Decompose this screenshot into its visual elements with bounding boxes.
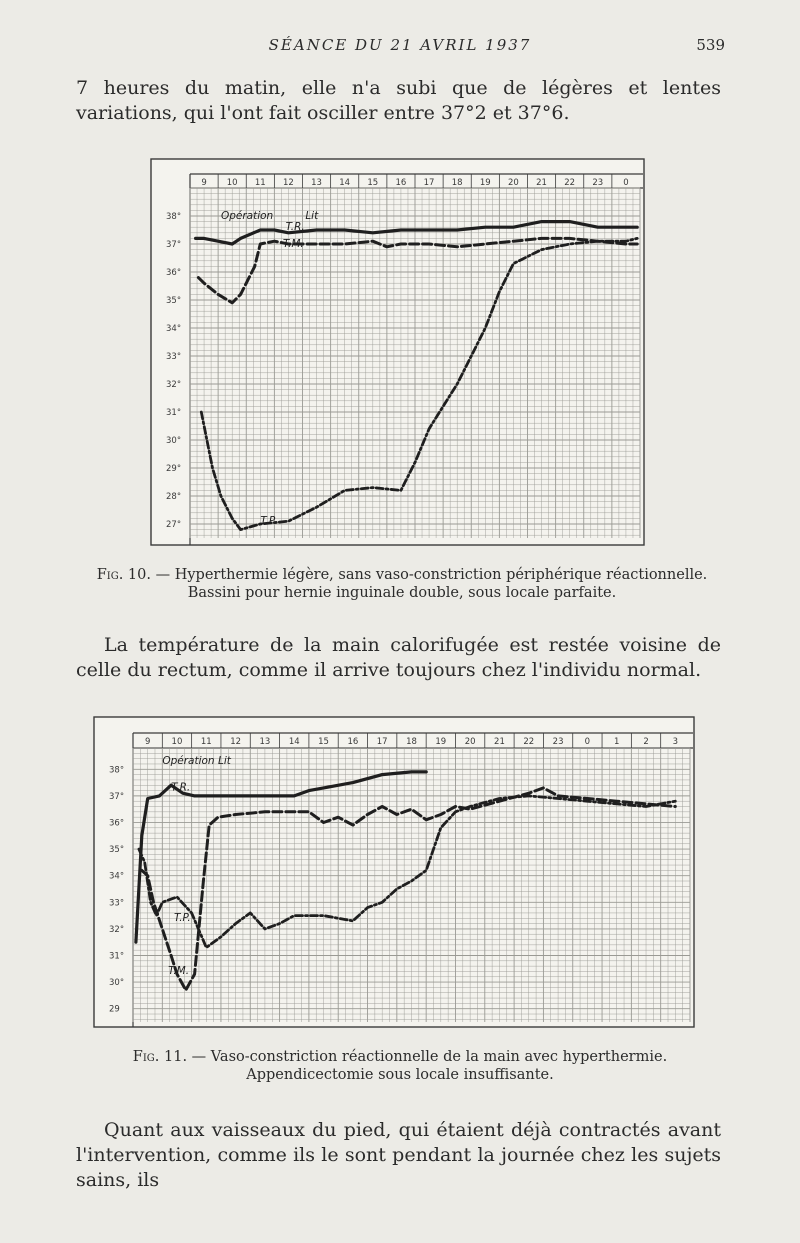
x-tick-label: 22: [564, 178, 576, 188]
y-tick-label: 34°: [166, 324, 182, 334]
x-tick-label: 19: [435, 737, 447, 747]
x-tick-label: 11: [254, 178, 266, 188]
x-tick-label: 17: [423, 178, 435, 188]
x-tick-label: 15: [318, 737, 329, 747]
x-tick-label: 20: [464, 737, 476, 747]
x-tick-label: 10: [226, 178, 238, 188]
figure-11-chart: [93, 716, 695, 1028]
caption-fig-10: [72, 566, 732, 602]
x-tick-label: 14: [339, 178, 351, 188]
y-tick-label: 33°: [109, 898, 125, 909]
x-tick-label: 15: [367, 178, 379, 188]
annotation-label: T.R.: [171, 781, 191, 794]
x-tick-label: 13: [311, 178, 322, 188]
x-tick-label: 14: [288, 737, 300, 747]
running-head: [0, 36, 800, 58]
caption-fig-10-text: — Hyperthermie légère, sans vaso-constriction périphérique réactionnelle. Bassini pour hernie inguinale double, sous locale parfaite.: [155, 567, 708, 601]
x-tick-label: 9: [201, 178, 207, 188]
y-tick-label: 34°: [109, 871, 125, 882]
annotation-label: T.M.: [168, 965, 190, 978]
x-tick-label: 16: [347, 737, 359, 747]
annotation-label: Lit: [305, 209, 319, 222]
caption-fig-11-label: Fig. 11.: [132, 1049, 188, 1065]
x-tick-label: 16: [395, 178, 407, 188]
figure-10: [150, 158, 645, 550]
annotation-label: Opération: [162, 754, 215, 767]
y-tick-label: 31°: [166, 408, 182, 418]
x-tick-label: 18: [406, 737, 417, 747]
y-tick-label: 37°: [109, 791, 125, 802]
annotation-label: Lit: [218, 754, 231, 767]
annotation-label: T.R.: [285, 221, 305, 233]
annotation-label: T.P.: [260, 515, 278, 527]
paragraph-top: 7 heures du matin, elle n'a subi que de légères et lentes variations, qui l'ont fait osciller entre 37°2 et 37°6.: [76, 77, 721, 124]
x-tick-label: 13: [259, 737, 271, 747]
x-tick-label: 12: [283, 178, 294, 188]
y-tick-label: 35°: [166, 296, 182, 306]
page-number: 539: [696, 36, 725, 54]
y-tick-label: 30°: [109, 978, 125, 989]
x-tick-label: 11: [200, 737, 212, 747]
caption-fig-11: [100, 1048, 700, 1084]
running-head-title: SÉANCE DU 21 AVRIL 1937: [268, 36, 532, 54]
y-tick-label: 37°: [166, 240, 182, 250]
y-tick-label: 27°: [166, 520, 182, 530]
x-tick-label: 10: [171, 737, 183, 747]
y-tick-label: 30°: [166, 436, 182, 446]
x-tick-label: 22: [523, 737, 535, 747]
x-tick-label: 12: [230, 737, 242, 747]
y-tick-label: 32°: [166, 380, 182, 390]
y-tick-label: 33°: [166, 352, 182, 362]
x-tick-label: 19: [479, 178, 491, 188]
figure-11: [93, 716, 695, 1032]
figure-10-chart: [150, 158, 645, 546]
x-tick-label: 0: [584, 737, 591, 747]
x-tick-label: 1: [613, 737, 620, 747]
annotation-label: T.M.: [282, 237, 304, 250]
x-tick-label: 9: [144, 737, 151, 747]
x-tick-label: 0: [623, 178, 629, 188]
annotation-label: Opération: [220, 209, 274, 222]
x-tick-label: 23: [592, 178, 604, 188]
paragraph-middle: La température de la main calorifugée est restée voisine de celle du rectum, comme il arrive toujours chez l'individu normal.: [76, 634, 721, 681]
x-tick-label: 23: [552, 737, 564, 747]
y-tick-label: 36°: [109, 818, 125, 829]
x-tick-label: 21: [494, 737, 505, 747]
y-tick-label: 29: [109, 1004, 120, 1015]
annotation-label: T.P.: [174, 911, 191, 924]
y-tick-label: 38°: [109, 765, 125, 776]
x-tick-label: 18: [451, 178, 463, 188]
x-tick-label: 17: [376, 737, 388, 747]
y-tick-label: 32°: [109, 924, 125, 935]
y-tick-label: 29°: [166, 464, 182, 474]
x-tick-label: 3: [672, 737, 679, 747]
x-tick-label: 20: [508, 178, 519, 188]
caption-fig-11-text: — Vaso-constriction réactionnelle de la main avec hyperthermie. Appendicectomie sous locale insuffisante.: [191, 1049, 668, 1083]
paragraph-bottom: Quant aux vaisseaux du pied, qui étaient déjà contractés avant l'intervention, comme ils le sont pendant la journée chez les sujets sains, ils: [76, 1119, 721, 1191]
y-tick-label: 31°: [109, 951, 125, 962]
y-tick-label: 35°: [109, 845, 125, 856]
x-tick-label: 2: [643, 737, 649, 747]
caption-fig-10-label: Fig. 10.: [96, 567, 151, 583]
y-tick-label: 36°: [166, 268, 182, 278]
y-tick-label: 38°: [166, 212, 182, 222]
y-tick-label: 28°: [166, 492, 182, 502]
x-tick-label: 21: [536, 178, 547, 188]
